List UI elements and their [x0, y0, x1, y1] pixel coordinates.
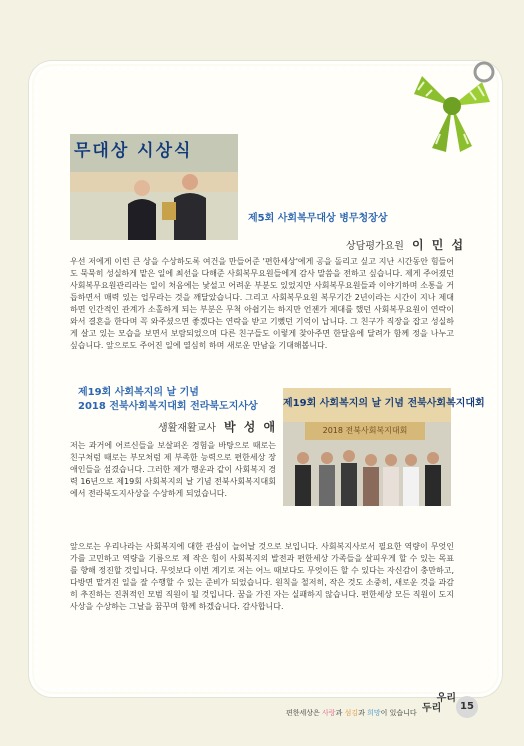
section2-title-line1: 제19회 사회복지의 날 기념 [78, 387, 199, 398]
slogan-prefix: 편한세상은 [286, 709, 323, 717]
section2-body-narrow: 저는 과거에 어르신들을 보살펴온 경험을 바탕으로 때로는 친구처럼 때로는 부모처럼 제 부족한 능력으로 편한세상 장애인들을 섬겼습니다. 그러한 제가 행운과 같이 사회복지 경력 16년으로 제19회 사회복지의 날 기념 전북사회복지대회에서 전라북도지사상을 수상하게 되었습니다. [70, 441, 276, 498]
section1-author [346, 236, 465, 253]
author-name: 이 민 섭 [411, 238, 466, 252]
section2-author [158, 418, 277, 435]
section2-title-line2: 2018 전북사회복지대회 전라북도지사상 [78, 401, 258, 412]
slogan-suffix: 이 있습니다 [380, 709, 417, 717]
award-photo-1 [70, 134, 238, 240]
section2-body-wide: 앞으로는 우리나라는 사회복지에 대한 관심이 늘어날 것으로 보입니다. 사회복지사로서 필요한 역량이 무엇인가를 고민하고 역량을 기름으로 제 작은 힘이 사회복지의 발전과 편한세상 가족들을 살피우게 할 수 있는 목표를 향해 정진할 것입니다. 무엇보다 이번 계기로 저는 어느 때보다도 무엇이든 할 수 있다는 자신감이 충만하고, 다방면 맡겨진 일을 잘 수행할 수 있는 준비가 되었습니다. 원칙을 철저히, 작은 것도 소중히, 새로운 것을 과감히 추진하는 진취적인 모범 직원이 될 것입니다. 꿈을 가진 자는 실패하지 않습니다. 편한세상 모든 직원이 도지사상을 수상하는 그날을 꿈꾸며 함께 하겠습니다. 감사합니다. [70, 542, 454, 611]
slogan-conj-1: 과 [335, 709, 345, 717]
slogan-word-love: 사랑 [322, 709, 336, 717]
award-photo-2 [283, 388, 485, 506]
author-role: 상담평가요원 [346, 241, 404, 252]
footer-slogan [286, 708, 417, 718]
author-role: 생활재활교사 [158, 423, 216, 434]
section2-title [78, 386, 278, 414]
section1-body: 우선 저에게 이런 큰 상을 수상하도록 여건을 만들어준 '편한세상'에게 공을 돌리고 싶고 지난 시간동안 힘들어도 묵묵히 성실하게 맡은 일에 최선을 다해준 사회복무요원들에게 감사 말씀을 전하고 싶습니다. 제게 주어졌던 사회복무요원관리라는 일이 처음에는 낯설고 어려운 부분도 있었지만 사회복무요원들과 이야기하며 소통을 거듭하면서 매력 있는 업무라는 것을 깨달았습니다. 그리고 사회복무요원 복무기간 2년이라는 시간이 지나 제대하면 인간적인 관계가 소홀하게 되는 부분은 무척 아쉽기는 하지만 언젠가 제대를 했던 사회복무요원이 연락이 와서 결혼을 한다며 꼭 와주셨으면 좋겠다는 연락을 받고 기뻤던 기억이 납니다. 그 친구가 직장을 잡고 성실하게 살고 있는 모습을 보면서 보람되었으며 다른 친구들도 이렇게 찾아주면 한달음에 달려가 함께 정을 나누고 싶습니다. 앞으로도 주어진 일에 열심히 하며 새로운 만남을 기대해봅니다. [70, 257, 454, 350]
logo-top: 우리 [436, 693, 456, 704]
author-name: 박 성 애 [223, 420, 278, 434]
photo-banner: 무대상 시상식 [70, 134, 238, 172]
logo-bottom: 두리 [422, 703, 442, 714]
slogan-conj-2: 과 [358, 709, 368, 717]
slogan-word-hope: 희망 [367, 709, 381, 717]
award-ceremony-figures [70, 134, 238, 240]
slogan-word-serve: 섬김 [344, 709, 359, 717]
section1-title: 제5회 사회복무대상 병무청장상 [248, 213, 388, 224]
photo-sub-banner: 2018 전북사회복지대회 [305, 422, 425, 440]
photo-banner: 제19회 사회복지의 날 기념 전북사회복지대회 [283, 388, 451, 422]
group-photo-figures [283, 388, 451, 506]
ribbon-decoration [402, 56, 502, 156]
page-number: 15 [456, 696, 478, 718]
magazine-logo [422, 694, 456, 714]
